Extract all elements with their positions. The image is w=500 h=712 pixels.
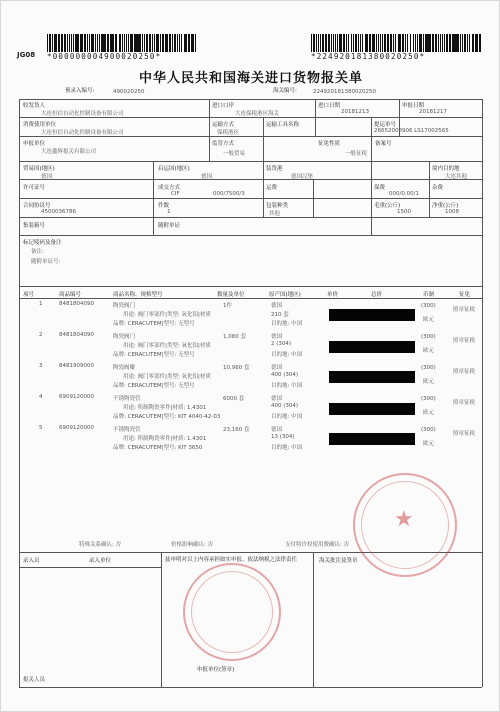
domestic-dest-label: 境内目的地 [432, 166, 460, 172]
declarant-value: 大连鑫辉报关有限公司 [41, 149, 97, 155]
goods-row-qty: 1件 [223, 303, 232, 309]
barcode-right-number: *224920181380020250* [311, 52, 426, 61]
transport-mode-label: 运输方式 [212, 122, 235, 128]
tax-nature-value: 一般征税 [345, 151, 368, 157]
declarant-label: 申报单位 [23, 141, 46, 147]
goods-row-currency: (300) [421, 396, 436, 402]
barcode-bar [97, 34, 98, 52]
gross-weight-label: 毛重(公斤) [374, 203, 401, 209]
barcode-bar [348, 34, 349, 52]
goods-row-no: 4 [39, 394, 43, 400]
barcode-bar [469, 34, 470, 52]
redacted-price-5 [329, 433, 415, 445]
bill-no-label: 提运单号 [374, 122, 397, 128]
barcode-bar [457, 34, 458, 52]
goods-row-dest: 目的地: 中国 [271, 352, 303, 358]
goods-row-currency2: 欧元 [423, 379, 435, 385]
barcode-bar [376, 34, 377, 52]
goods-row-currency2: 欧元 [423, 441, 435, 447]
goods-row-origin: 德国 [271, 303, 283, 309]
goods-row-qty2: 400 (304) [271, 403, 299, 409]
consumer-value: 大连恒信自动化控制设备有限公司 [41, 130, 124, 136]
barcode-bar [410, 34, 411, 52]
barcode-bar [479, 34, 480, 52]
col-duty: 征免 [459, 292, 471, 298]
barcode-bar [132, 34, 133, 52]
barcode-bar [423, 34, 424, 52]
import-port-value: 大连保税港区海关 [235, 111, 280, 117]
barcode-bar [380, 34, 381, 52]
goods-row-origin: 德国 [271, 334, 283, 340]
barcode-bar [341, 34, 342, 52]
marks-label: 标记唛码及备注 [23, 240, 62, 246]
domestic-dest-value: 大连其他 [445, 174, 468, 180]
barcode-bar [362, 34, 363, 52]
col-qty: 数量及单位 [217, 292, 245, 298]
barcode-bar [430, 34, 431, 52]
barcode-bar [179, 34, 180, 52]
goods-row-spec: 用途: 阀门零部件|类型: 氧化铝|材质 [123, 343, 211, 349]
goods-row-currency: (300) [421, 365, 436, 371]
pre-entry-value: 490020250 [113, 89, 145, 95]
barcode-bar [124, 34, 125, 52]
import-port-label: 进口口岸 [212, 103, 235, 109]
goods-row-code: 8481804090 [59, 301, 94, 307]
transit-port-label: 装货港 [266, 166, 283, 172]
trade-country-value: 德国 [41, 174, 53, 180]
barcode-bar [442, 34, 443, 52]
declarant-unit-label: 申报单位(签章) [197, 667, 235, 673]
barcode-bar [77, 34, 78, 52]
barcode-bar [387, 34, 388, 52]
redacted-price-4 [329, 403, 415, 415]
supervision-label: 监管方式 [212, 141, 235, 147]
barcode-bar [438, 34, 439, 52]
goods-row-spec: 用途: 所制陶瓷零件|材质: 1.4301 [123, 405, 207, 411]
barcode-bar [356, 34, 357, 52]
barcode-bar [92, 34, 93, 52]
insurance-value: 000/0.00/1 [389, 191, 419, 197]
right-barcode [311, 34, 481, 61]
marks-note: 备注: [31, 249, 44, 255]
goods-row-currency2: 欧元 [423, 410, 435, 416]
barcode-bar [116, 34, 117, 52]
goods-row-dest: 目的地: 中国 [271, 445, 303, 451]
royalty-confirm: 支付特许权使用费确认: 否 [285, 542, 350, 548]
pieces-value: 1 [167, 209, 171, 215]
pieces-label: 件数 [158, 203, 170, 209]
barcode-bar [144, 34, 145, 52]
goods-row-qty2: 13 (304) [271, 434, 295, 440]
redacted-price-1 [329, 309, 415, 321]
seal-star-icon: ★ [394, 507, 414, 532]
goods-row-brand: 品牌: CERACUTEM|型号: KIT 3650 [113, 445, 203, 451]
barcode-bar [112, 34, 113, 52]
declarant-seal-stamp [183, 563, 281, 661]
goods-row-currency: (300) [421, 427, 436, 433]
net-weight-label: 净重(公斤) [432, 203, 459, 209]
goods-row-code: 8481804090 [59, 332, 94, 338]
goods-row-currency: (300) [421, 334, 436, 340]
goods-row-spec: 用途: 所制陶瓷零件|材质: 1.4301 [123, 436, 207, 442]
goods-row-qty: 1,080 套 [223, 334, 246, 340]
goods-row-duty: 照章征税 [453, 338, 476, 344]
barcode-bar [149, 34, 150, 52]
barcode-bar [181, 34, 182, 52]
gross-weight-value: 1500 [397, 209, 411, 215]
barcode-bar [407, 34, 408, 52]
barcode-bar [417, 34, 418, 52]
barcode-bar [351, 34, 352, 52]
barcode-bar [477, 34, 478, 52]
record-no-label: 备案号 [375, 141, 392, 147]
misc-fee-label: 杂费 [432, 185, 444, 191]
goods-row-qty: 10,960 套 [223, 365, 250, 371]
tax-nature-label: 征免性质 [318, 141, 341, 147]
barcode-bar [323, 34, 324, 52]
goods-row-spec: 用途: 阀门零部件|类型: 氧化铝|材质 [123, 374, 211, 380]
goods-row-no: 3 [39, 363, 43, 369]
consignee-value: 大连恒信自动化控制设备有限公司 [41, 111, 124, 117]
declare-date-value: 20181217 [419, 109, 447, 115]
goods-row-code: 6909120000 [59, 425, 94, 431]
barcode-bar [61, 34, 62, 52]
left-barcode [47, 34, 197, 61]
consumer-label: 消费使用单位 [23, 122, 57, 128]
barcode-left-number: *000000004900020250* [47, 52, 162, 61]
goods-row-no: 1 [39, 301, 43, 307]
barcode-bar [395, 34, 396, 52]
barcode-bar [142, 34, 143, 52]
freight-label: 运费 [266, 185, 278, 191]
marks-attached: 随附单证号: [31, 259, 61, 265]
form-code: JG08 [17, 51, 36, 59]
barcode-bar [65, 34, 66, 52]
barcode-bar [85, 34, 86, 52]
declarant-person-label: 报关人员 [23, 677, 46, 683]
consignee-label: 收发货人 [23, 103, 46, 109]
goods-row-qty2: 210 套 [271, 312, 289, 318]
barcode-bar [329, 34, 330, 52]
goods-row-name: 陶瓷阀瓣 [113, 365, 136, 371]
deal-mode-label: 成交方式 [158, 185, 181, 191]
deal-mode-value: CIF [171, 191, 180, 197]
goods-row-qty2: 2 (304) [271, 341, 292, 347]
barcode-bar [122, 34, 123, 52]
goods-row-name: 陶瓷阀门 [113, 303, 136, 309]
col-total-price: 总价 [371, 292, 383, 298]
container-label: 集装箱号 [23, 223, 46, 229]
import-date-label: 进口日期 [318, 103, 341, 109]
col-no: 项号 [23, 292, 35, 298]
freight-value: 000/7500/3 [213, 191, 245, 197]
goods-row-currency2: 欧元 [423, 348, 435, 354]
goods-row-duty: 照章征税 [453, 400, 476, 406]
goods-row-origin: 德国 [271, 396, 283, 402]
barcode-bar [169, 34, 170, 52]
entry-person-label: 录入员 [23, 558, 40, 564]
goods-row-duty: 照章征税 [453, 307, 476, 313]
col-code: 商品编号 [59, 292, 82, 298]
goods-row-spec: 用途: 阀门零部件|类型: 氧化铝|材质 [123, 312, 211, 318]
barcode-bar [154, 34, 155, 52]
trade-country-label: 贸易国(地区) [23, 166, 55, 172]
barcode-bar [331, 34, 332, 52]
goods-row-duty: 照章征税 [453, 369, 476, 375]
customs-no-label: 海关编号: [273, 88, 297, 94]
bill-no-value: 26652008906 LS17002565 [374, 128, 449, 134]
contract-value: 4500036786 [41, 209, 76, 215]
goods-row-name: 不锈陶瓷管 [113, 427, 141, 433]
redacted-price-2 [329, 341, 415, 353]
barcode-bars [47, 34, 197, 52]
customs-approval-label: 海关批注及签章 [319, 558, 358, 564]
special-confirm: 特殊关系确认: 否 [79, 542, 122, 548]
barcode-bar [50, 34, 51, 52]
goods-row-brand: 品牌: CERACUTEM|型号: 无型号 [113, 383, 195, 389]
declaration-text: 兹申明对以上内容承担如实申报、依法纳税之法律责任 [165, 557, 298, 563]
barcode-bar [147, 34, 148, 52]
barcode-bar [432, 34, 433, 52]
goods-row-dest: 目的地: 中国 [271, 321, 303, 327]
barcode-bar [405, 34, 406, 52]
transit-port-value: 德国汉堡 [291, 174, 314, 180]
barcode-bar [413, 34, 414, 52]
goods-row-qty2: 400 (304) [271, 372, 299, 378]
barcode-bar [385, 34, 386, 52]
pre-entry-label: 预录入编号: [65, 88, 95, 94]
barcode-bar [325, 34, 326, 52]
redacted-price-3 [329, 371, 415, 383]
license-label: 许可证号 [23, 185, 46, 191]
origin-country-label: 启运国(地区) [158, 166, 190, 172]
price-confirm: 价格影响确认: 否 [171, 542, 214, 548]
goods-row-name: 陶瓷阀门 [113, 334, 136, 340]
barcode-bar [67, 34, 68, 52]
goods-row-currency: (300) [421, 303, 436, 309]
goods-row-qty: 6000 套 [223, 396, 245, 402]
goods-row-origin: 德国 [271, 427, 283, 433]
barcode-bar [59, 34, 60, 52]
goods-row-name: 不锈陶瓷管 [113, 396, 141, 402]
goods-row-dest: 目的地: 中国 [271, 383, 303, 389]
goods-row-code: 8481909000 [59, 363, 94, 369]
document-title: 中华人民共和国海关进口货物报关单 [138, 71, 363, 86]
packing-value: 其他 [269, 211, 281, 217]
goods-row-origin: 德国 [271, 365, 283, 371]
goods-row-brand: 品牌: CERACUTEM|型号: 无型号 [113, 352, 195, 358]
goods-row-brand: 品牌: CERACUTEM|型号: KIT 4040-42-03 [113, 414, 221, 420]
origin-country-value: 德国 [201, 174, 213, 180]
barcode-bar [467, 34, 468, 52]
transport-mode-value: 保税港区 [217, 130, 240, 136]
col-currency: 币制 [423, 292, 435, 298]
packing-label: 包装种类 [266, 203, 289, 209]
barcode-bar [444, 34, 445, 52]
goods-row-no: 2 [39, 332, 43, 338]
customs-no-value: 224920181380020250 [313, 89, 376, 95]
import-date-value: 20181213 [341, 109, 369, 115]
col-origin: 原产国(地区) [269, 292, 301, 298]
barcode-bar [71, 34, 72, 52]
entry-unit-label: 录入单位 [89, 558, 112, 564]
goods-row-no: 5 [39, 425, 43, 431]
net-weight-value: 1008 [445, 209, 459, 215]
attached-docs-label: 随附单证 [158, 223, 181, 229]
barcode-bar [360, 34, 361, 52]
barcode-bar [175, 34, 176, 52]
barcode-bars [311, 34, 481, 52]
goods-row-duty: 照章征税 [453, 431, 476, 437]
declare-date-label: 申报日期 [402, 103, 425, 109]
goods-row-currency2: 欧元 [423, 317, 435, 323]
goods-row-qty: 23,160 套 [223, 427, 250, 433]
contract-label: 合同协议号 [23, 203, 51, 209]
barcode-bar [314, 34, 315, 52]
barcode-bar [335, 34, 336, 52]
supervision-value: 一般贸易 [223, 151, 246, 157]
goods-row-code: 6909120000 [59, 394, 94, 400]
goods-row-brand: 品牌: CERACUTEM|型号: 无型号 [113, 321, 195, 327]
goods-row-dest: 目的地: 中国 [271, 414, 303, 420]
barcode-bar [160, 34, 161, 52]
barcode-bar [99, 34, 100, 52]
transport-tool-label: 运输工具名称 [266, 122, 300, 128]
barcode-bar [87, 34, 88, 52]
barcode-bar [195, 34, 196, 52]
col-name: 商品名称、规格型号 [113, 292, 163, 298]
barcode-bar [167, 34, 168, 52]
barcode-bar [462, 34, 463, 52]
insurance-label: 保费 [374, 185, 386, 191]
col-unit-price: 单价 [327, 292, 339, 298]
